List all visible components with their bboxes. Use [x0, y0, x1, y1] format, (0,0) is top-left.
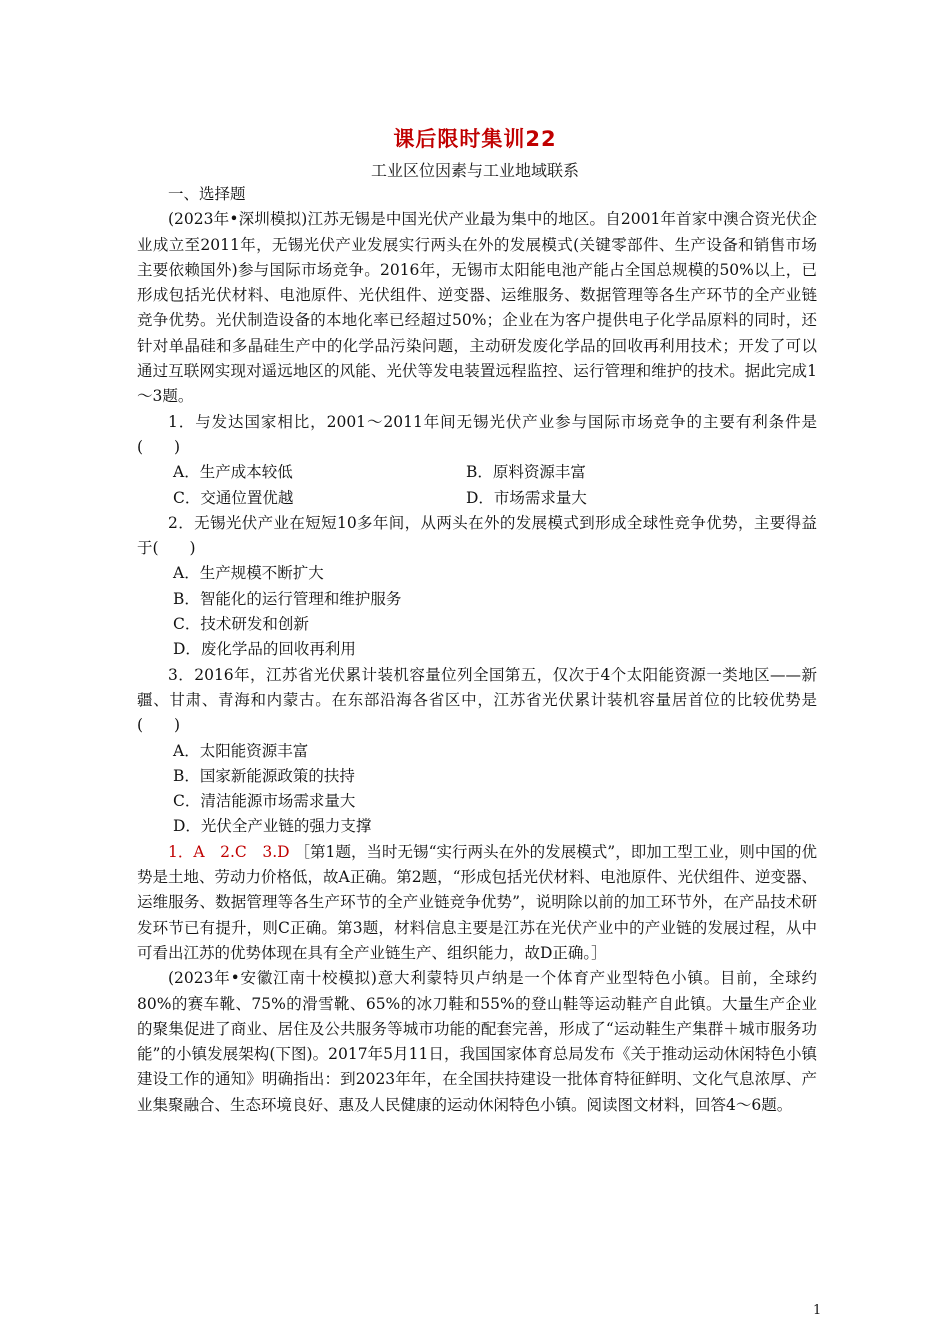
question-3-option-c: C．清洁能源市场需求量大 [173, 792, 356, 811]
question-1-option-d: D．市场需求量大 [466, 488, 587, 507]
section-heading: 一、选择题 [168, 185, 246, 203]
question-1-stem: 1．与发达国家相比，2001～2011年间无锡光伏产业参与国际市场竞争的主要有利条件是( ) [137, 412, 817, 456]
question-1-option-a: A．生产成本较低 [173, 463, 293, 482]
document-body [137, 182, 817, 1118]
page-title: 课后限时集训22 [393, 127, 557, 151]
question-2-stem: 2．无锡光伏产业在短短10多年间，从两头在外的发展模式到形成全球性竞争优势，主要得益于( ) [137, 513, 817, 558]
passage-1: (2023年•深圳模拟)江苏无锡是中国光伏产业最为集中的地区。自2001年首家中澳合资光伏企业成立至2011年，无锡光伏产业发展实行两头在外的发展模式(关键零部件、生产设备和销售市场主要依赖国外)参与国际市场竞争。2016年，无锡市太阳能电池产能占全国总规模的50%以上，已形成包括光伏材料、电池原件、光伏组件、逆变器、运维服务、数据管理等各生产环节的全产业链竞争优势。光伏制造设备的本地化率已经超过50%；企业在为客户提供电子化学品原料的同时，还针对单晶硅和多晶硅生产中的化学品污染问题，主动研发废化学品的回收再利用技术；开发了可以通过互联网实现对遥远地区的风能、光伏等发电装置远程监控、运行管理和维护的技术。据此完成1～3题。 [137, 210, 817, 406]
question-1-options-row-1 [137, 460, 817, 485]
question-1-option-c: C．交通位置优越 [173, 488, 294, 507]
page-number: 1 [813, 1303, 822, 1318]
page-subtitle: 工业区位因素与工业地域联系 [370, 161, 579, 180]
question-3-stem: 3．2016年，江苏省光伏累计装机容量位列全国第五，仅次于4个太阳能资源一类地区——新疆、甘肃、青海和内蒙古。在东部沿海各省区中，江苏省光伏累计装机容量居首位的比较优势是( ) [137, 665, 817, 735]
answer-paragraph [137, 840, 817, 966]
question-3-option-a: A．太阳能资源丰富 [173, 741, 309, 760]
answer-key: 1．A 2.C 3.D [168, 842, 290, 861]
answer-explanation: ［第1题，当时无锡“实行两头在外的发展模式”，即加工型工业，则中国的优势是土地、劳动力价格低，故A正确。第2题，“形成包括光伏材料、电池原件、光伏组件、逆变器、运维服务、数据管理等各生产环节的全产业链竞争优势”，说明除以前的加工环节外，在产品技术研发环节已有提升，则C正确。第3题，材料信息主要是江苏在光伏产业中的产业链的发展过程，从中可看出江苏的优势体现在具有全产业链生产、组织能力，故D正确。］ [137, 842, 817, 962]
question-3-option-b: B．国家新能源政策的扶持 [173, 766, 355, 785]
question-3-option-d: D．光伏全产业链的强力支撑 [173, 817, 372, 836]
passage-2: (2023年•安徽江南十校模拟)意大利蒙特贝卢纳是一个体育产业型特色小镇。目前，全球约80%的赛车靴、75%的滑雪靴、65%的冰刀鞋和55%的登山鞋等运动鞋产自此镇。大量生产企业的聚集促进了商业、居住及公共服务等城市功能的配套完善，形成了“运动鞋生产集群＋城市服务功能”的小镇发展架构(下图)。2017年5月11日，我国国家体育总局发布《关于推动运动休闲特色小镇建设工作的通知》明确指出：到2023年年，在全国扶持建设一批体育特征鲜明、文化气息浓厚、产业集聚融合、生态环境良好、惠及人民健康的运动休闲特色小镇。阅读图文材料，回答4～6题。 [137, 969, 817, 1114]
question-1-options-row-2 [137, 486, 817, 511]
question-2-option-a: A．生产规模不断扩大 [173, 564, 324, 583]
question-1-option-b: B．原料资源丰富 [466, 463, 586, 482]
question-2-option-d: D．废化学品的回收再利用 [173, 640, 356, 659]
question-2-option-c: C．技术研发和创新 [173, 615, 309, 634]
question-2-option-b: B．智能化的运行管理和维护服务 [173, 589, 402, 608]
